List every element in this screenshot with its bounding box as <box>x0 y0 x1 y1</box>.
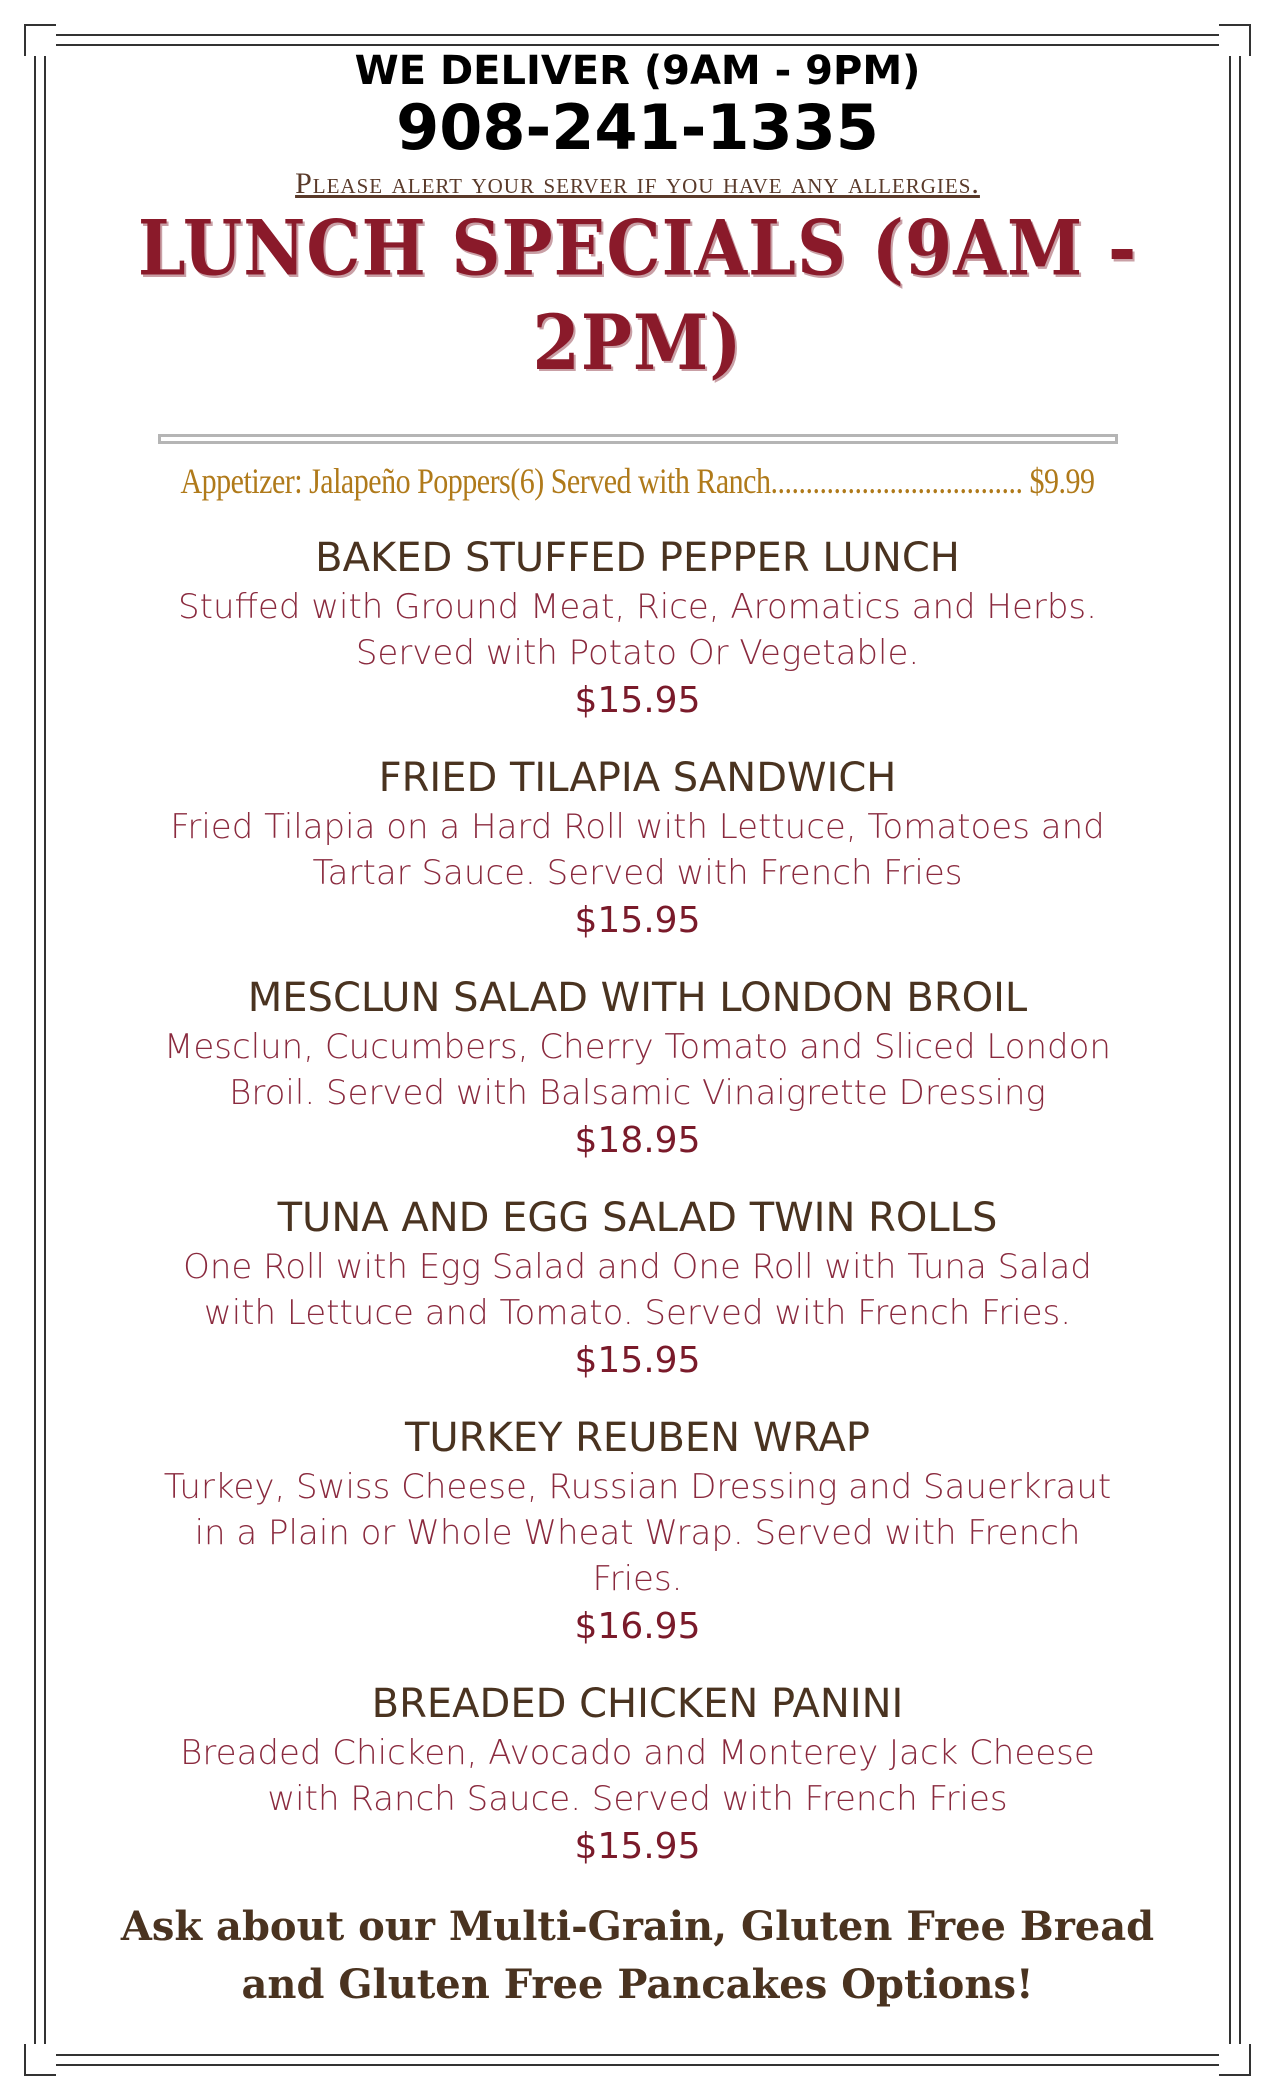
frame-corner-bottom-left <box>24 2044 56 2076</box>
frame-corner-bottom-right <box>1219 2044 1251 2076</box>
item-name: TURKEY REUBEN WRAP <box>404 1415 871 1461</box>
frame-corner-top-right <box>1219 24 1251 56</box>
menu-item <box>60 974 1215 1164</box>
frame-corner-top-left <box>24 24 56 56</box>
item-price: $15.95 <box>574 1340 701 1381</box>
item-description: Turkey, Swiss Cheese, Russian Dressing and Sauerkraut in a Plain or Whole Wheat Wrap. Served with French Fries. <box>163 1467 1112 1599</box>
lunch-specials-title: LUNCH SPECIALS (9AM - 2PM) <box>137 204 1138 388</box>
item-description: Breaded Chicken, Avocado and Monterey Jack Cheese with Ranch Sauce. Served with French Fries <box>180 1733 1095 1819</box>
item-name: TUNA AND EGG SALAD TWIN ROLLS <box>277 1195 998 1241</box>
menu-item <box>60 1680 1215 1870</box>
item-price: $18.95 <box>574 1120 701 1161</box>
item-price: $15.95 <box>574 680 701 721</box>
item-price: $15.95 <box>574 1826 701 1867</box>
item-price: $15.95 <box>574 900 701 941</box>
item-description: Stuffed with Ground Meat, Rice, Aromatics and Herbs. Served with Potato Or Vegetable. <box>178 587 1097 673</box>
delivery-hours: WE DELIVER (9AM - 9PM) <box>354 48 921 94</box>
item-name: BREADED CHICKEN PANINI <box>371 1681 904 1727</box>
item-price: $16.95 <box>574 1606 701 1647</box>
menu-item <box>60 754 1215 944</box>
item-name: BAKED STUFFED PEPPER LUNCH <box>315 535 960 581</box>
divider-bar <box>158 434 1118 444</box>
phone-number: 908-241-1335 <box>396 91 879 164</box>
item-description: Mesclun, Cucumbers, Cherry Tomato and Sliced London Broil. Served with Balsamic Vinaigrette Dressing <box>164 1027 1111 1113</box>
menu-item <box>60 534 1215 724</box>
menu-item <box>60 1194 1215 1384</box>
gluten-free-note: Ask about our Multi-Grain, Gluten Free Bread and Gluten Free Pancakes Options! <box>120 1903 1155 2008</box>
item-name: MESCLUN SALAD WITH LONDON BROIL <box>247 975 1028 1021</box>
menu-item <box>60 1414 1215 1650</box>
item-name: FRIED TILAPIA SANDWICH <box>378 755 897 801</box>
item-description: One Roll with Egg Salad and One Roll with Tuna Salad with Lettuce and Tomato. Served with French Fries. <box>183 1247 1092 1333</box>
appetizer-line: Appetizer: Jalapeño Poppers(6) Served with Ranch.................................... $9.99 <box>180 461 1095 502</box>
menu-items <box>60 534 1215 1870</box>
menu-page <box>60 40 1215 2014</box>
item-description: Fried Tilapia on a Hard Roll with Lettuce, Tomatoes and Tartar Sauce. Served with French Fries <box>170 807 1105 893</box>
allergy-notice: Please alert your server if you have any allergies. <box>295 167 980 200</box>
